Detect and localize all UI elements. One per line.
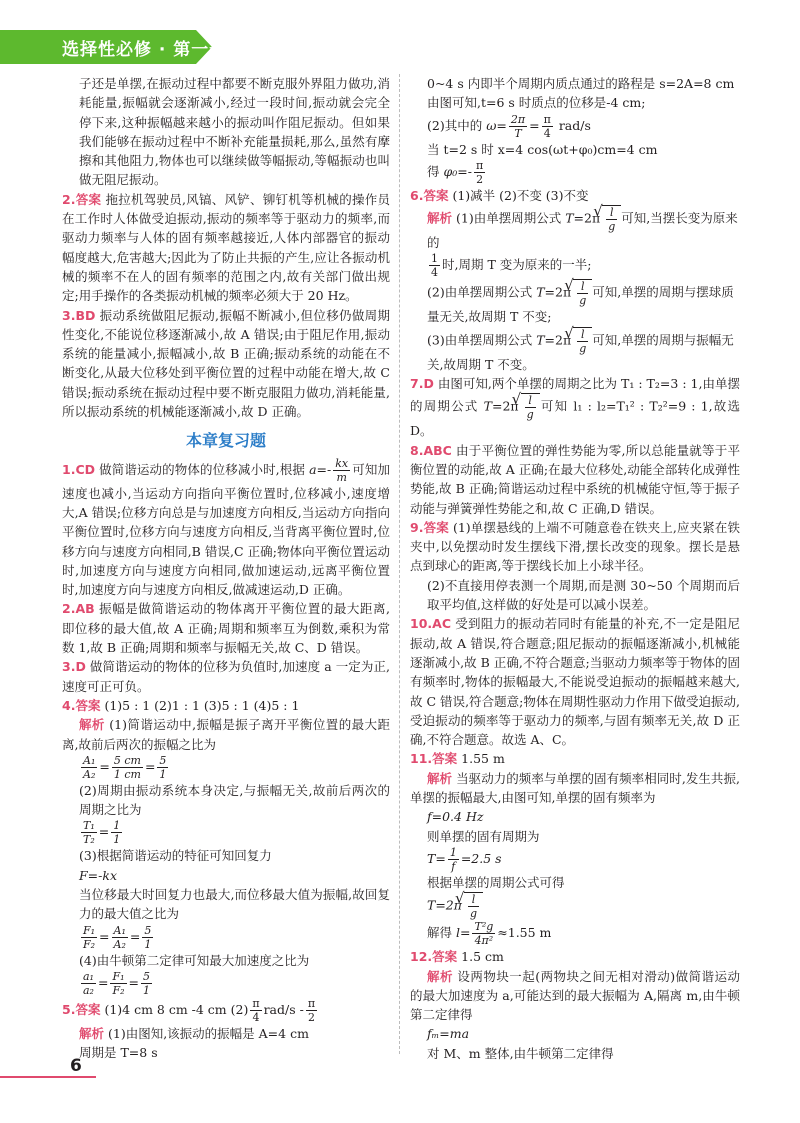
equation: 得 φ₀=- $\frac{\pi}{2}$ xyxy=(427,158,484,186)
equation: (2)由单摆周期公式 T=2π √ $\frac{l}{g}$ 可知,单摆的周期与摆球质量无关,故周期 T 不变; xyxy=(410,279,740,326)
equation: F=-kx xyxy=(79,867,117,883)
equation: fₘ=ma xyxy=(427,1026,470,1042)
header-title: 选择性必修 · 第一册 xyxy=(62,40,228,60)
answer-6-analysis: 解析 (1)由单摆周期公式 T=2π √ $\frac{l}{g}$ 可知,当摆长变为原来的 xyxy=(410,205,740,252)
answer-12-analysis: 解析 设两物块一起(两物块之间无相对滑动)做简谐运动的最大加速度为 a,可能达到的最大振幅为 A,隔离 m,由牛顿第二定律得 xyxy=(410,968,740,1023)
equation: 解得 l= $\frac{\text{T²g}}{\text{4π²}}$ ≈1.55 m xyxy=(427,920,552,948)
equation: T=2π √ $\frac{l}{g}$ xyxy=(410,892,740,920)
review-1: 1.CD 做简谐运动的物体的位移减小时,根据 a=- $\frac{kx}{m}$ 可知加速度也减小,当运动方向指向平衡位置时,位移减小,速度增大,A 错误;位移方向总是与加速度方向相反,当运动方向指向平衡位置时,位移方向与速度方向相反,当背离平衡位置时,位移方向与速度方向相同,B 错误,C 正确;物体向平衡位置运动时,加速度方向与速度方向相同,做加速运动,远离平衡位置时,加速度方向与速度方向相反,做减速运动,D 正确。 xyxy=(62,456,390,598)
review-4: 4.答案 (1)5 : 1 (2)1 : 1 (3)5 : 1 (4)5 : 1 xyxy=(62,697,300,713)
answer-text: 当 t=2 s 时 x=4 cos(ωt+φ₀)cm=4 cm xyxy=(427,141,658,157)
answer-6: 6.答案 (1)减半 (2)不变 (3)不变 xyxy=(410,187,589,203)
review-4-part4: (4)由牛顿第二定律可知最大加速度之比为 xyxy=(79,952,310,968)
section-title: 本章复习题 xyxy=(185,431,266,451)
page-number: 6 xyxy=(70,1056,82,1076)
review-5: 5.答案 (1)4 cm 8 cm -4 cm (2) $\frac{\pi}{4}$ rad/s - $\frac{\pi}{2}$ xyxy=(62,996,316,1024)
answer-9-part2: (2)不直接用停表测一个周期,而是测 30~50 个周期而后取平均值,这样做的好处是可以减小误差。 xyxy=(427,577,740,613)
equation: (2)其中的 ω= $\frac{2\pi}{T}$ = $\frac{\pi}{4}$ rad/s xyxy=(427,112,591,140)
left-column xyxy=(62,74,390,1062)
answer-2: 2.答案 拖拉机驾驶员,风镐、风铲、铆钉机等机械的操作员在工作时人体做受迫振动,振动的频率等于驱动力的频率,而驱动力频率与人体的固有频率越接近,人体内部器官的振动幅度越大,危害越大;因此为了防止共振的产生,应让各振动机械的频率不在人的固有频率的范围之内,故有关部门做出规定;用手操作的各类振动机械的频率必须大于 20 Hz。 xyxy=(62,191,390,304)
answer-text: 由图可知,t=6 s 时质点的位移是-4 cm; xyxy=(427,95,646,111)
review-5-period: 周期是 T=8 s xyxy=(79,1045,158,1061)
answer-8: 8.ABC 由于平衡位置的弹性势能为零,所以总能量就等于平衡位置的动能,故 A 正确;在最大位移处,动能全部转化成弹性势能,故 B 正确;简谐运动过程中系统的机械能守恒,等于振子动能与弹簧弹性势能之和,故 C 正确,D 错误。 xyxy=(410,442,740,516)
review-4-part3b: 当位移最大时回复力也最大,而位移最大值为振幅,故回复力的最大值之比为 xyxy=(79,886,390,922)
answer-text: 0~4 s 内即半个周期内质点通过的路程是 s=2A=8 cm xyxy=(427,76,735,91)
answer-11-analysis: 解析 当驱动力的频率与单摆的固有频率相同时,发生共振,单摆的振幅最大,由图可知,单摆的固有频率为 xyxy=(410,770,740,806)
review-4-analysis: 解析 (1)简谐运动中,振幅是振子离开平衡位置的最大距离,故前后两次的振幅之比为 xyxy=(62,717,390,752)
answer-9: 9.答案 (1)单摆悬线的上端不可随意卷在铁夹上,应夹紧在铁夹中,以免摆动时发生摆线下滑,摆长改变的现象。摆长是悬点到球心的距离,等于摆线长加上小球半径。 xyxy=(410,519,740,574)
column-divider xyxy=(399,74,400,1054)
review-2: 2.AB 振幅是做简谐运动的物体离开平衡位置的最大距离,即位移的最大值,故 A 正确;周期和频率互为倒数,乘积为常数 1,故 B 正确;周期和频率与振幅无关,故 C、D 错误。 xyxy=(62,601,390,656)
answer-10: 10.AC 受到阻力的振动若同时有能量的补充,不一定是阻尼振动,故 A 错误,符合题意;阻尼振动的振幅逐渐减小,机械能逐渐减小,故 B 正确,不符合题意;当驱动力频率等于物体的固有频率时,物体的振幅最大,不能说受迫振动的振幅越来越大,故 C 错误,符合题意;物体在周期性驱动力作用下做受迫振动,受迫振动的频率等于驱动力的频率,与固有频率无关,故 D 正确,不符合题意。故选 A、C。 xyxy=(410,616,740,748)
equation: $\frac{\text{a₁}}{\text{a₂}}$ = $\frac{\text{F₁}}{\text{F₂}}$ = $\frac{5}{1}$ xyxy=(83,969,150,997)
equation: T= $\frac{1}{f}$ =2.5 s xyxy=(427,845,502,873)
review-4-part2: (2)周期由振动系统本身决定,与振幅无关,故前后两次的周期之比为 xyxy=(79,782,390,818)
equation: $\frac{\text{F₁}}{\text{F₂}}$ = $\frac{\text{A₁}}{\text{A₂}}$ = $\frac{5}{1}$ xyxy=(83,923,152,951)
answer-3: 3.BD 振动系统做阻尼振动,振幅不断减小,但位移仍做周期性变化,不能说位移逐渐减小,故 A 错误;由于阻尼作用,振动系统的能量减小,振幅减小,故 B 正确;振动系统的动能在不断变化,从最大位移处到平衡位置的过程中动能在增大,故 C 错误;振动系统在振动过程中要不断克服阻力做功,消耗能量,所以振动系统的机械能逐渐减小,故 D 正确。 xyxy=(62,307,390,420)
review-5-analysis: 解析 (1)由图知,该振动的振幅是 A=4 cm xyxy=(79,1025,309,1041)
page-number-underline xyxy=(0,1076,96,1078)
answer-11-part2: 则单摆的固有周期为 xyxy=(427,828,540,844)
equation: f=0.4 Hz xyxy=(427,809,484,825)
answer-11: 11.答案 1.55 m xyxy=(410,751,505,767)
answer-12: 12.答案 1.5 cm xyxy=(410,949,504,965)
right-column xyxy=(410,74,740,1063)
answer-text: 子还是单摆,在振动过程中都要不断克服外界阻力做功,消耗能量,振幅就会逐渐减小,经过一段时间,振动就会完全停下来,这种振幅越来越小的振动叫作阻尼振动。但如果我们能够在振动过程中不断补充能量损耗,那么,虽然有摩擦和其他阻力,物体也可以继续做等幅振动,等幅振动也叫做无阻尼振动。 xyxy=(79,76,390,188)
equation: $\frac{\text{A₁}}{\text{A₂}}$ = $\frac{5 cm}{1 cm}$ = $\frac{5}{1}$ xyxy=(83,753,167,781)
review-3: 3.D 做简谐运动的物体的位移为负值时,加速度 a 一定为正,速度可正可负。 xyxy=(62,659,390,694)
equation: (3)由单摆周期公式 T=2π √ $\frac{l}{g}$ 可知,单摆的周期与振幅无关,故周期 T 不变。 xyxy=(410,327,740,374)
answer-11-part3: 根据单摆的周期公式可得 xyxy=(427,874,565,890)
review-4-part3: (3)根据简谐运动的特征可知回复力 xyxy=(79,848,272,864)
answer-7: 7.D 由图可知,两个单摆的周期之比为 T₁ : T₂=3 : 1,由单摆的周期公式 T=2π √ $\frac{l}{g}$ 可知 l₁ : l₂=T₁² : T₂²=9 : 1,故选 D。 xyxy=(410,374,740,441)
equation: $\frac{\text{T₁}}{\text{T₂}}$ = $\frac{1}{1}$ xyxy=(83,819,121,847)
equation: $\frac{1}{4}$ 时,周期 T 变为原来的一半; xyxy=(431,252,592,280)
answer-12-part2: 对 M、m 整体,由牛顿第二定律得 xyxy=(427,1045,614,1061)
